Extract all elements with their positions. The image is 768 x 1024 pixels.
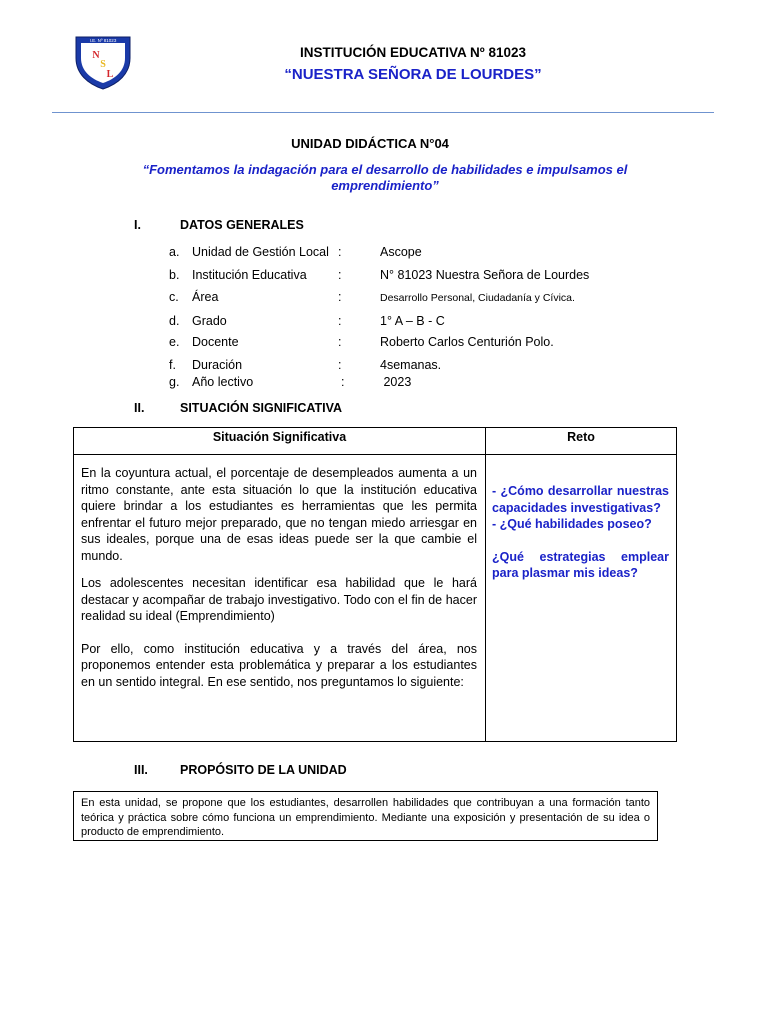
row-value: 2023 [380, 375, 412, 389]
unit-title: UNIDAD DIDÁCTICA N°04 [291, 136, 449, 151]
row-label: Grado [192, 314, 227, 328]
section-title: SITUACIÓN SIGNIFICATIVA [180, 401, 343, 415]
row-colon: : [338, 335, 342, 349]
table-header-row [74, 428, 677, 455]
row-letter: e. [169, 335, 180, 349]
section-number: III. [134, 763, 148, 777]
row-colon: : [338, 314, 342, 328]
row-colon: : [341, 375, 345, 389]
svg-text:L: L [106, 69, 114, 80]
table-header-reto: Reto [486, 428, 677, 455]
reto-question: ¿Qué estrategias emplear para plasmar mis ideas? [492, 549, 669, 580]
row-label: Duración [192, 358, 243, 372]
row-colon: : [338, 245, 342, 259]
row-colon: : [338, 358, 342, 372]
row-value: 4semanas. [380, 358, 442, 372]
row-letter: b. [169, 268, 180, 282]
row-value: 1° A – B - C [380, 314, 445, 328]
table-header-situacion: Situación Significativa [74, 428, 486, 455]
row-letter: a. [169, 245, 180, 259]
section-title: PROPÓSITO DE LA UNIDAD [180, 763, 347, 777]
row-label: Unidad de Gestión Local [192, 245, 329, 259]
row-colon: : [338, 290, 342, 304]
reto-question: - ¿Cómo desarrollar nuestras capacidades investigativas? [492, 484, 669, 515]
svg-text:S: S [100, 59, 106, 70]
svg-text:N: N [92, 50, 100, 61]
svg-text:I.E. Nº 81023: I.E. Nº 81023 [89, 38, 117, 43]
reto-cell [486, 455, 677, 742]
section-title: DATOS GENERALES [180, 218, 304, 232]
row-colon: : [338, 268, 342, 282]
unit-motto: “Fomentamos la indagación para el desarrollo de habilidades e impulsamos el emprendimiento” [142, 162, 628, 193]
institution-name: INSTITUCIÓN EDUCATIVA Nº 81023 [300, 45, 526, 60]
situacion-paragraph: Por ello, como institución educativa y a través del área, nos proponemos entender esta problemática y preparar a los estudiantes en un sentido integral. En ese sentido, nos preguntamos lo siguiente: [81, 641, 477, 689]
institution-subtitle: “NUESTRA SEÑORA DE LOURDES” [284, 66, 542, 83]
situacion-paragraph: En la coyuntura actual, el porcentaje de desempleados aumenta a un ritmo constante, ante esta situación lo que la institución educativa quiere brindar a los estudiantes es herramientas que les permita enfrentar el futuro mejor preparado, que no tengan miedo arriesgar en sus ideales, porque una de esas ideas puede ser la que cambie el mundo. [81, 466, 477, 563]
row-value: Ascope [380, 245, 422, 259]
section-number: I. [134, 218, 141, 232]
row-value: Roberto Carlos Centurión Polo. [380, 335, 554, 349]
proposito-text: En esta unidad, se propone que los estudiantes, desarrollen habilidades que contribuyan a una formación tanto teórica y práctica sobre cómo funciona un emprendimiento. Mediante una exposición y presentación de su idea o producto de emprendimiento. [73, 791, 658, 841]
situacion-table [73, 427, 677, 742]
row-label: Año lectivo [192, 375, 254, 389]
row-letter: f. [169, 358, 176, 372]
row-letter: g. [169, 375, 180, 389]
situacion-paragraph: Los adolescentes necesitan identificar esa habilidad que le hará destacar y acompañar de trabajo investigativo. Todo con el fin de hacer realidad su ideal (Emprendimiento) [81, 576, 477, 623]
row-label: Institución Educativa [192, 268, 307, 282]
situacion-cell [74, 455, 486, 742]
table-row [74, 455, 677, 742]
row-label: Área [192, 290, 219, 304]
reto-question: - ¿Qué habilidades poseo? [492, 517, 652, 531]
header-divider [52, 112, 714, 113]
section-number: II. [134, 401, 145, 415]
row-value: N° 81023 Nuestra Señora de Lourdes [380, 268, 590, 282]
row-value: Desarrollo Personal, Ciudadanía y Cívica. [380, 292, 575, 304]
row-label: Docente [192, 335, 239, 349]
row-letter: d. [169, 314, 180, 328]
row-letter: c. [169, 290, 179, 304]
